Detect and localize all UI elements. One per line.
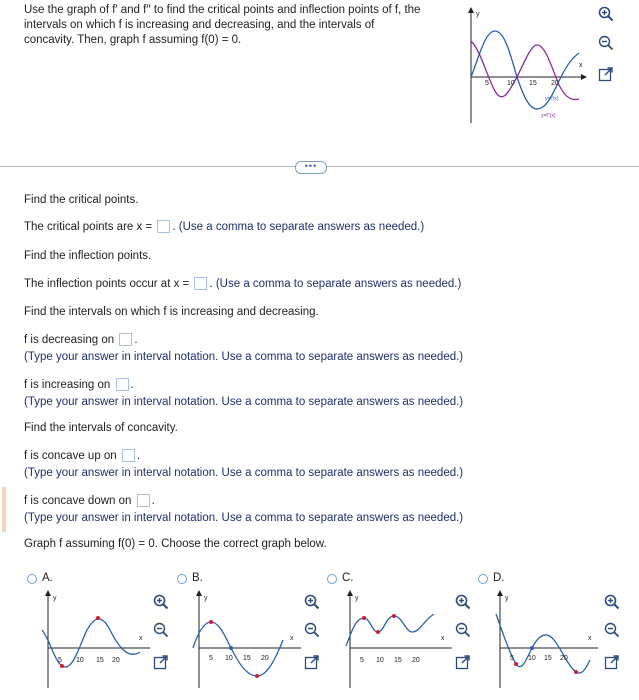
option-c-x-label: x xyxy=(441,635,445,642)
option-b-x-label: x xyxy=(290,635,294,642)
graph-heading: Graph f assuming f(0) = 0. Choose the correct graph below. xyxy=(24,538,327,550)
inflection-heading: Find the inflection points. xyxy=(24,250,152,262)
option-a-label: A. xyxy=(42,572,53,584)
svg-text:20: 20 xyxy=(112,657,120,664)
prompt-line-2: intervals on which f is increasing and decreasing, and the intervals of xyxy=(24,19,375,31)
inflection-points-input[interactable] xyxy=(194,277,207,290)
option-d-radio[interactable] xyxy=(478,574,488,584)
svg-text:20: 20 xyxy=(412,657,420,664)
option-b-graph[interactable] xyxy=(189,590,304,690)
decreasing-input[interactable] xyxy=(119,333,132,346)
problem-prompt xyxy=(24,3,444,48)
svg-text:15: 15 xyxy=(544,655,552,662)
concave-up-note: (Type your answer in interval notation. Use a comma to separate answers as needed.) xyxy=(24,467,464,479)
option-b-y-label: y xyxy=(204,595,208,602)
svg-text:20: 20 xyxy=(261,655,269,662)
concavity-heading: Find the intervals of concavity. xyxy=(24,422,178,434)
option-d-zoom-out-icon[interactable] xyxy=(604,622,620,638)
option-d-open-external-icon[interactable] xyxy=(604,654,620,670)
prompt-line-3: concavity. Then, graph f assuming f(0) = 0. xyxy=(24,34,242,46)
option-c-label: C. xyxy=(342,572,354,584)
f-double-prime-label: y=f′′(x) xyxy=(541,113,556,119)
critical-note: (Use a comma to separate answers as needed.) xyxy=(178,221,425,233)
tick-15: 15 xyxy=(529,80,537,87)
svg-text:15: 15 xyxy=(394,657,402,664)
option-d-zoom-in-icon[interactable] xyxy=(604,594,620,610)
tick-5: 5 xyxy=(485,80,489,87)
option-a-x-label: x xyxy=(139,635,143,642)
svg-text:15: 15 xyxy=(243,655,251,662)
option-c-graph[interactable] xyxy=(340,590,455,690)
inflection-prefix: The inflection points occur at x = xyxy=(24,278,190,290)
critical-row: The critical points are x = . (Use a comma to separate answers as needed.) xyxy=(24,221,425,233)
concave-down-prefix: f is concave down on xyxy=(24,495,132,507)
zoom-out-icon[interactable] xyxy=(598,35,614,51)
tick-10: 10 xyxy=(507,80,515,87)
option-a-graph[interactable] xyxy=(38,590,153,690)
concave-up-input[interactable] xyxy=(122,449,135,462)
increasing-row: f is increasing on . xyxy=(24,379,134,391)
increasing-prefix: f is increasing on xyxy=(24,379,111,391)
option-b-label: B. xyxy=(192,572,203,584)
option-c-radio[interactable] xyxy=(327,574,337,584)
f-prime-label: y=f′(x) xyxy=(545,96,559,102)
inflection-note: (Use a comma to separate answers as needed.) xyxy=(215,278,462,290)
svg-text:10: 10 xyxy=(76,657,84,664)
decreasing-prefix: f is decreasing on xyxy=(24,334,115,346)
decreasing-row: f is decreasing on . xyxy=(24,334,138,346)
critical-points-input[interactable] xyxy=(157,220,170,233)
option-c-zoom-out-icon[interactable] xyxy=(455,622,471,638)
option-a-zoom-out-icon[interactable] xyxy=(153,622,169,638)
inflection-row: The inflection points occur at x = . (Use a comma to separate answers as needed.) xyxy=(24,278,462,290)
option-d-label: D. xyxy=(493,572,505,584)
option-b-zoom-out-icon[interactable] xyxy=(304,622,320,638)
prompt-line-1: Use the graph of f′ and f′′ to find the critical points and inflection points of f, the xyxy=(24,4,421,16)
concave-down-note: (Type your answer in interval notation. Use a comma to separate answers as needed.) xyxy=(24,512,464,524)
svg-text:5: 5 xyxy=(360,657,364,664)
option-d-graph[interactable] xyxy=(490,590,602,690)
option-a-zoom-in-icon[interactable] xyxy=(153,594,169,610)
svg-text:5: 5 xyxy=(58,657,62,664)
y-axis-arrow xyxy=(468,7,474,13)
f-double-prime-curve xyxy=(471,41,579,99)
option-b-radio[interactable] xyxy=(177,574,187,584)
option-a-radio[interactable] xyxy=(27,574,37,584)
open-external-icon[interactable] xyxy=(598,66,614,82)
option-c-zoom-in-icon[interactable] xyxy=(455,594,471,610)
option-d-y-label: y xyxy=(505,595,509,602)
svg-text:20: 20 xyxy=(560,655,568,662)
svg-text:5: 5 xyxy=(209,655,213,662)
increasing-note: (Type your answer in interval notation. Use a comma to separate answers as needed.) xyxy=(24,396,464,408)
option-c-open-external-icon[interactable] xyxy=(455,654,471,670)
f-prime-curve xyxy=(471,31,579,109)
more-button[interactable]: ••• xyxy=(295,161,327,174)
derivative-graph xyxy=(465,5,590,125)
critical-heading: Find the critical points. xyxy=(24,194,139,206)
concave-down-row: f is concave down on . xyxy=(24,495,155,507)
zoom-in-icon[interactable] xyxy=(598,6,614,22)
concave-up-prefix: f is concave up on xyxy=(24,450,117,462)
decreasing-note: (Type your answer in interval notation. Use a comma to separate answers as needed.) xyxy=(24,351,464,363)
svg-text:15: 15 xyxy=(96,657,104,664)
focus-indicator-bar xyxy=(2,487,6,532)
svg-text:10: 10 xyxy=(225,655,233,662)
svg-text:5: 5 xyxy=(510,655,514,662)
option-c-y-label: y xyxy=(355,595,359,602)
x-axis-arrow xyxy=(581,74,587,80)
option-b-open-external-icon[interactable] xyxy=(304,654,320,670)
option-a-y-label: y xyxy=(53,595,57,602)
concave-up-row: f is concave up on . xyxy=(24,450,141,462)
option-d-x-label: x xyxy=(588,635,592,642)
option-a-open-external-icon[interactable] xyxy=(153,654,169,670)
option-b-zoom-in-icon[interactable] xyxy=(304,594,320,610)
y-axis-label: y xyxy=(476,11,480,18)
tick-20: 20 xyxy=(551,80,559,87)
concave-down-input[interactable] xyxy=(137,494,150,507)
critical-prefix: The critical points are x = xyxy=(24,221,153,233)
svg-text:10: 10 xyxy=(376,657,384,664)
increasing-input[interactable] xyxy=(116,378,129,391)
incdec-heading: Find the intervals on which f is increasing and decreasing. xyxy=(24,306,319,318)
svg-text:10: 10 xyxy=(528,655,536,662)
x-axis-label: x xyxy=(579,62,583,69)
